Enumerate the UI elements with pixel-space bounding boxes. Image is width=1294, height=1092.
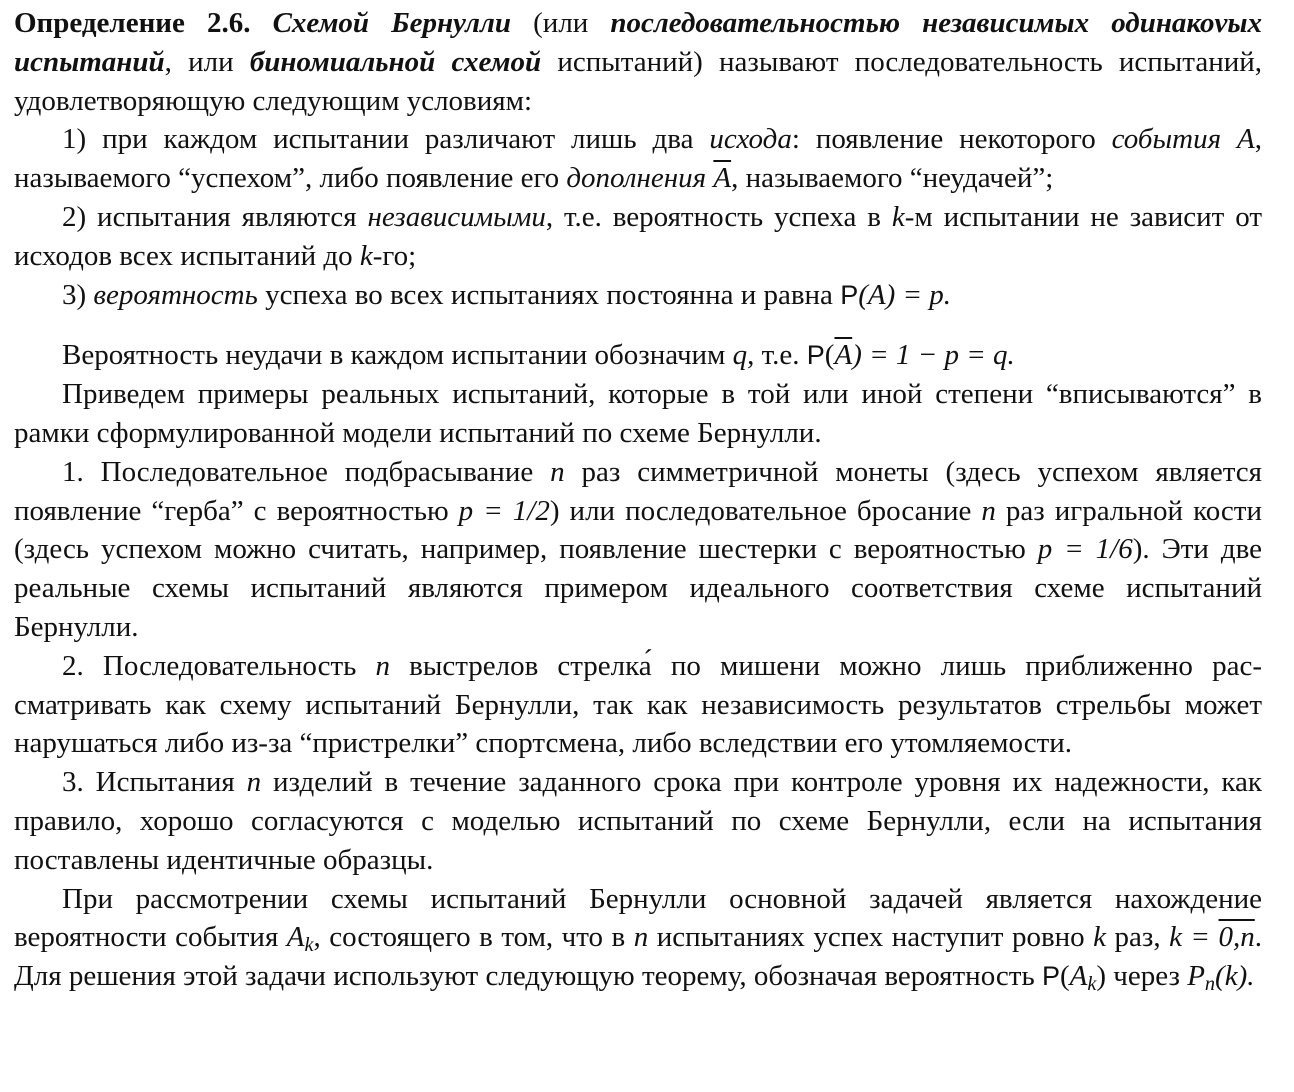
math-probability-symbol: P bbox=[840, 279, 859, 310]
paragraph-text: раз, bbox=[1106, 921, 1170, 954]
math-subscript-n: n bbox=[1204, 973, 1216, 996]
math-formula-p-sixth: p = 1/6 bbox=[1037, 533, 1133, 566]
condition-text: , называемого “успехом”, либо появление его bbox=[14, 123, 1262, 195]
example-text: ). Эти две реальные схемы испытаний являются примером идеального соответствия схеме испытаний Бернулли. bbox=[14, 533, 1262, 643]
math-var-k: k bbox=[359, 239, 373, 272]
paragraph-text: . Для решения этой задачи используют следующую теорему, обозначая вероятность bbox=[14, 921, 1262, 993]
math-event-a-complement: $\overline{A}$ bbox=[834, 339, 853, 372]
math-subscript-k: k bbox=[1087, 973, 1097, 996]
condition-text: : появление некоторого bbox=[791, 123, 1112, 156]
example-text: раз игральной кости (здесь успехом можно считать, например, появление шестерки с вероятностью bbox=[14, 494, 1262, 566]
math-paren: ( bbox=[1059, 960, 1070, 993]
emphasis-complement: дополнения bbox=[566, 162, 707, 195]
definition-label: Определение 2.6. bbox=[14, 7, 251, 39]
definition-text: , или bbox=[164, 45, 250, 78]
condition-text: , называемого “неудачей”; bbox=[731, 162, 1054, 195]
term-binomial-scheme: биномиальной схемой bbox=[249, 45, 542, 78]
definition-text: (или bbox=[511, 7, 611, 39]
math-formula-q: ) = 1 − p = q. bbox=[852, 339, 1015, 372]
emphasis-probability: вероятность bbox=[93, 278, 258, 311]
condition-text: успеха во всех испытаниях постоянна и равна bbox=[257, 278, 841, 311]
paragraph-text: , состоящего в том, что в bbox=[313, 921, 634, 954]
example-text: 3. Испытания bbox=[62, 766, 247, 799]
example-text: изделий в течение заданного срока при контроле уровня их надежности, как правило, хорошо согласуются с моделью испытаний по схеме Бернулли, если на испытания поставлены идентичные образцы. bbox=[14, 766, 1262, 876]
math-var-q: q bbox=[732, 339, 748, 372]
math-event-a: A bbox=[1237, 123, 1255, 156]
math-probability-symbol: P bbox=[806, 340, 825, 371]
condition-text: 1) при каждом испытании различают лишь два bbox=[62, 123, 710, 156]
math-paren: ( bbox=[824, 339, 835, 372]
condition-1 bbox=[14, 120, 1262, 198]
condition-3 bbox=[14, 276, 1262, 315]
failure-probability-paragraph bbox=[14, 336, 1262, 375]
math-var-n: n bbox=[246, 766, 262, 799]
condition-text: -го; bbox=[372, 239, 417, 272]
math-var-k: k bbox=[891, 200, 905, 233]
emphasis-outcome: исхода bbox=[709, 123, 792, 156]
math-event-a: A bbox=[1069, 960, 1088, 993]
example-text: раз симметричной монеты (здесь успехом является появление “герба” с вероятностью bbox=[14, 455, 1262, 527]
paragraph-text: При рассмотрении схемы испытаний Бернулли основной задачей является нахождение вероятности события bbox=[14, 882, 1262, 954]
example-1 bbox=[14, 453, 1262, 647]
definition-text: испытаний) называют последовательность испытаний, удовлетворяющую следующим условиям: bbox=[14, 45, 1262, 117]
math-range-overline: 0,n bbox=[1218, 921, 1255, 954]
main-task-paragraph bbox=[14, 880, 1262, 996]
definition-paragraph bbox=[14, 4, 1262, 120]
example-text: ) или последовательное бросание bbox=[549, 494, 982, 527]
math-probability-symbol: P bbox=[1041, 961, 1060, 992]
term-bernoulli-scheme: Схемой Бернулли bbox=[272, 7, 512, 39]
paragraph-text: Вероятность неудачи в каждом испытании обозначим bbox=[62, 339, 733, 372]
math-range-prefix: k = bbox=[1169, 921, 1219, 954]
math-var-n: n bbox=[633, 921, 649, 954]
example-text: 2. Последовательность bbox=[62, 649, 376, 682]
math-formula-p: (A) = p. bbox=[858, 278, 952, 311]
examples-intro: Приведем примеры реальных испытаний, которые в той или иной степени “вписываются” в рамки сформулированной модели испытаний по схеме Бернулли. bbox=[14, 378, 1262, 449]
condition-text: 3) bbox=[62, 278, 94, 311]
math-var-n: n bbox=[375, 649, 390, 682]
math-prob-pn: P bbox=[1187, 960, 1205, 993]
example-text: выстрелов стрелка́ по мишени можно лишь приближенно рассматривать как схему испытаний Бернулли, так как независимость результатов стрельбы может нарушаться либо из-за “пристрелки” спортсмена, либо вследствии его утомляемости. bbox=[14, 649, 1262, 760]
math-var-k: k bbox=[1093, 921, 1107, 954]
math-var-n: n bbox=[981, 494, 996, 527]
condition-2 bbox=[14, 198, 1262, 276]
example-text: 1. Последовательное подбрасывание bbox=[62, 455, 551, 488]
math-subscript-k: k bbox=[304, 934, 314, 957]
example-3 bbox=[14, 763, 1262, 879]
math-event-a-complement: $\overline{A}$ bbox=[713, 162, 732, 195]
condition-text: -м испытании не зависит от исходов всех испытаний до bbox=[14, 200, 1262, 272]
paragraph-text: , т.е. bbox=[747, 339, 807, 372]
paragraph-text: через bbox=[1106, 960, 1188, 993]
math-var-n: n bbox=[550, 455, 565, 488]
math-event-a: A bbox=[286, 921, 305, 954]
condition-text: , т.е. вероятность успеха в bbox=[545, 200, 892, 233]
paragraph-text: испытаниях успех наступит ровно bbox=[648, 921, 1094, 954]
emphasis-event: события bbox=[1111, 123, 1222, 156]
math-arg-k: (k). bbox=[1215, 960, 1255, 993]
condition-text: 2) испытания являются bbox=[62, 200, 368, 233]
math-paren: ) bbox=[1096, 960, 1107, 993]
term-independent-trials: последовательностью независимых одинакоvых испытаний bbox=[14, 7, 1263, 78]
emphasis-independent: независимыми bbox=[367, 200, 546, 233]
math-formula-p-half: p = 1/2 bbox=[458, 494, 550, 527]
example-2 bbox=[14, 647, 1262, 763]
